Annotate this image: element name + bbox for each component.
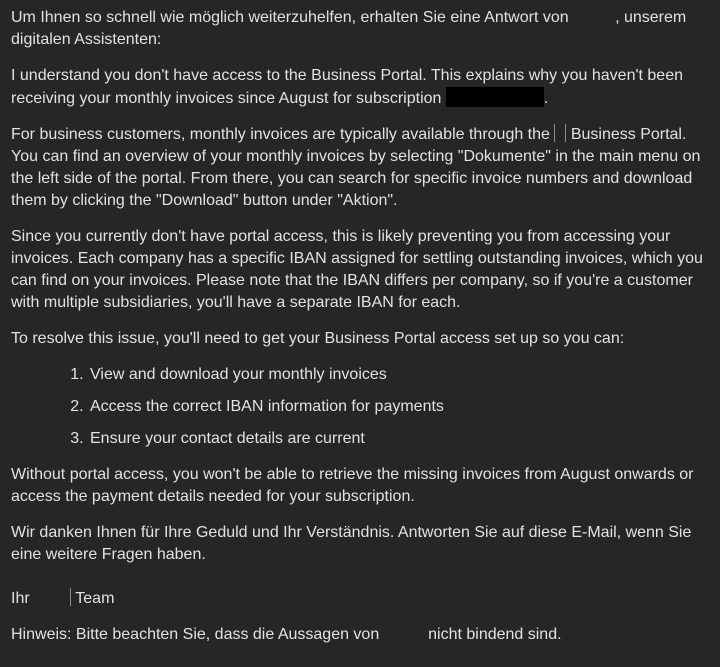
iban-paragraph: Since you currently don't have portal access, this is likely preventing you from accessing your invoices. Each company has a specific IBAN assigned for settling outstanding invoices, which you can find on your invoices. Please note that the IBAN differs per company, so if you're a customer with multiple subsidiaries, you'll have a separate IBAN for each.	[11, 228, 703, 311]
portal-text-end: Business Portal. You can find an overview of your monthly invoices by selecting "Dokumente" in the main menu on the left side of the portal. From there, you can search for specific invoice numbers and download them by clicking the "Download" button under "Aktion".	[11, 126, 701, 209]
redacted-assistant-name	[573, 7, 615, 25]
signature	[11, 588, 708, 610]
intro-text-start: Um Ihnen so schnell wie möglich weiterzuhelfen, erhalten Sie eine Antwort von	[11, 9, 574, 26]
disclaimer-end: nicht bindend sind.	[423, 626, 562, 643]
signature-end: Team	[71, 590, 115, 607]
redacted-assistant-name-2	[384, 624, 424, 642]
access-text: I understand you don't have access to the Business Portal. This explains why you haven't been receiving your monthly invoices since August for subscription	[11, 67, 683, 107]
intro-text-end: , unserem digitalen Assistenten:	[11, 9, 687, 48]
redacted-subscription-id	[446, 87, 544, 107]
access-text-end: .	[543, 90, 549, 107]
list-item: 2. Access the correct IBAN information for payments	[88, 396, 708, 418]
list-item: 3. Ensure your contact details are current	[88, 428, 708, 450]
signature-start: Ihr	[11, 590, 35, 607]
disclaimer-start: Hinweis: Bitte beachten Sie, dass die Aussagen von	[11, 626, 384, 643]
portal-paragraph	[11, 124, 708, 212]
thanks-paragraph: Wir danken Ihnen für Ihre Geduld und Ihr Verständnis. Antworten Sie auf diese E-Mail, wenn Sie eine weitere Fragen haben.	[11, 524, 692, 563]
resolve-paragraph: To resolve this issue, you'll need to get your Business Portal access set up so you can:	[11, 330, 625, 347]
access-paragraph	[11, 65, 708, 110]
redacted-team-name	[34, 588, 71, 606]
steps-list	[11, 364, 708, 450]
redacted-company-name	[554, 124, 566, 142]
consequence-paragraph: Without portal access, you won't be able to retrieve the missing invoices from August onwards or access the payment details needed for your subscription.	[11, 466, 694, 505]
list-item: 1. View and download your monthly invoices	[88, 364, 708, 386]
disclaimer	[11, 624, 708, 646]
intro-paragraph	[11, 7, 708, 51]
portal-text-start: For business customers, monthly invoices are typically available through the	[11, 126, 555, 143]
